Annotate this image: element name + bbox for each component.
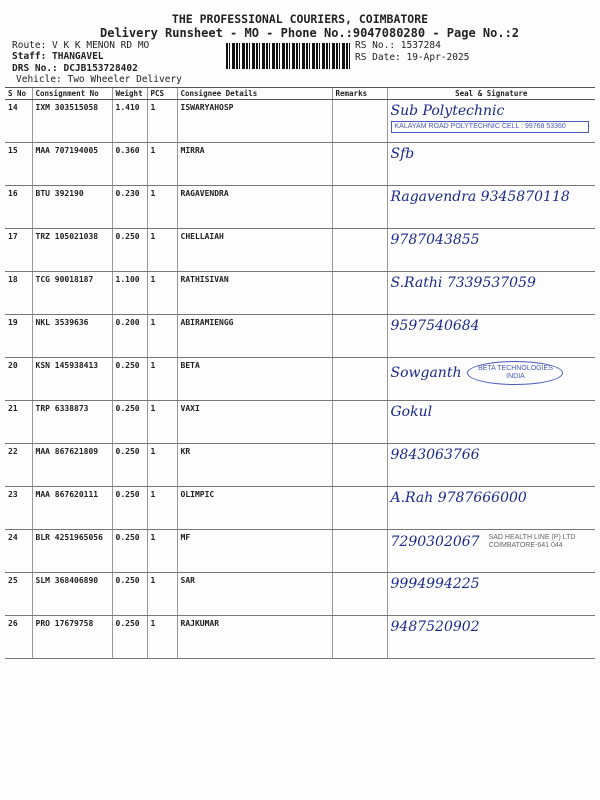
cell-sno: 21 bbox=[5, 401, 32, 444]
signature-area bbox=[391, 146, 593, 162]
signature-area bbox=[391, 103, 593, 133]
cell-weight: 0.250 bbox=[112, 530, 147, 573]
cell-weight: 0.250 bbox=[112, 401, 147, 444]
cell-signature bbox=[387, 358, 595, 401]
cell-consignment-no: NKL 3539636 bbox=[32, 315, 112, 358]
cell-consignment-no: IXM 303515058 bbox=[32, 100, 112, 143]
cell-weight: 0.230 bbox=[112, 186, 147, 229]
cell-remarks bbox=[332, 143, 387, 186]
cell-pcs: 1 bbox=[147, 401, 177, 444]
signature-area bbox=[391, 189, 593, 205]
rs-date: RS Date: 19-Apr-2025 bbox=[355, 52, 470, 63]
cell-pcs: 1 bbox=[147, 100, 177, 143]
cell-consignee: RAGAVENDRA bbox=[177, 186, 332, 229]
cell-remarks bbox=[332, 444, 387, 487]
cell-pcs: 1 bbox=[147, 272, 177, 315]
cell-consignment-no: MAA 867621809 bbox=[32, 444, 112, 487]
cell-sno: 19 bbox=[5, 315, 32, 358]
handwritten-signature: Sfb bbox=[390, 146, 415, 162]
cell-remarks bbox=[332, 401, 387, 444]
cell-sno: 24 bbox=[5, 530, 32, 573]
cell-pcs: 1 bbox=[147, 186, 177, 229]
cell-weight: 1.410 bbox=[112, 100, 147, 143]
cell-pcs: 1 bbox=[147, 573, 177, 616]
handwritten-signature: 7290302067 bbox=[390, 534, 480, 551]
cell-consignment-no: TRP 6338873 bbox=[32, 401, 112, 444]
table-row bbox=[5, 487, 595, 530]
table-row bbox=[5, 401, 595, 444]
runsheet-table bbox=[5, 87, 595, 659]
cell-pcs: 1 bbox=[147, 143, 177, 186]
col-consignment: Consignment No bbox=[32, 88, 112, 100]
cell-consignment-no: SLM 368406890 bbox=[32, 573, 112, 616]
table-row bbox=[5, 100, 595, 143]
handwritten-signature: Ragavendra 9345870118 bbox=[390, 189, 570, 205]
cell-weight: 0.250 bbox=[112, 573, 147, 616]
cell-pcs: 1 bbox=[147, 229, 177, 272]
cell-signature bbox=[387, 573, 595, 616]
stamp-sad: SAD HEALTH LINE (P) LTD COIMBATORE-641 044 bbox=[488, 534, 576, 550]
cell-consignee: SAR bbox=[177, 573, 332, 616]
cell-consignee: MF bbox=[177, 530, 332, 573]
handwritten-signature: Gokul bbox=[390, 404, 433, 420]
cell-pcs: 1 bbox=[147, 487, 177, 530]
cell-remarks bbox=[332, 616, 387, 659]
cell-signature bbox=[387, 100, 595, 143]
col-remarks: Remarks bbox=[332, 88, 387, 100]
stamp-beta: BETA TECHNOLOGIES INDIA bbox=[467, 361, 563, 385]
cell-weight: 0.250 bbox=[112, 229, 147, 272]
cell-sno: 22 bbox=[5, 444, 32, 487]
handwritten-signature: 9487520902 bbox=[390, 619, 480, 635]
cell-consignee: OLIMPIC bbox=[177, 487, 332, 530]
cell-consignment-no: BLR 4251965056 bbox=[32, 530, 112, 573]
col-consignee: Consignee Details bbox=[177, 88, 332, 100]
cell-consignee: MIRRA bbox=[177, 143, 332, 186]
col-sno: S No bbox=[5, 88, 32, 100]
handwritten-signature: Sowganth bbox=[390, 365, 462, 382]
vehicle: Vehicle: Two Wheeler Delivery bbox=[16, 74, 182, 85]
cell-consignee: KR bbox=[177, 444, 332, 487]
cell-signature bbox=[387, 401, 595, 444]
cell-remarks bbox=[332, 487, 387, 530]
table-row bbox=[5, 229, 595, 272]
signature-area bbox=[391, 275, 593, 291]
table-row bbox=[5, 616, 595, 659]
route: Route: V K K MENON RD MO bbox=[12, 40, 150, 51]
handwritten-signature: A.Rah 9787666000 bbox=[390, 490, 527, 506]
cell-consignee: ABIRAMIENGG bbox=[177, 315, 332, 358]
cell-sno: 17 bbox=[5, 229, 32, 272]
signature-area bbox=[391, 490, 593, 506]
cell-remarks bbox=[332, 315, 387, 358]
cell-weight: 0.250 bbox=[112, 358, 147, 401]
handwritten-signature: Sub Polytechnic bbox=[390, 103, 505, 119]
cell-signature bbox=[387, 229, 595, 272]
cell-remarks bbox=[332, 530, 387, 573]
cell-consignment-no: MAA 707194005 bbox=[32, 143, 112, 186]
table-row bbox=[5, 358, 595, 401]
cell-sno: 25 bbox=[5, 573, 32, 616]
cell-sno: 18 bbox=[5, 272, 32, 315]
cell-signature bbox=[387, 530, 595, 573]
signature-area bbox=[391, 447, 593, 463]
cell-consignment-no: PRO 17679758 bbox=[32, 616, 112, 659]
cell-weight: 0.250 bbox=[112, 487, 147, 530]
cell-pcs: 1 bbox=[147, 530, 177, 573]
signature-area bbox=[391, 533, 593, 551]
cell-remarks bbox=[332, 358, 387, 401]
handwritten-signature: 9597540684 bbox=[390, 318, 480, 334]
cell-sno: 15 bbox=[5, 143, 32, 186]
cell-pcs: 1 bbox=[147, 444, 177, 487]
cell-pcs: 1 bbox=[147, 358, 177, 401]
cell-pcs: 1 bbox=[147, 616, 177, 659]
cell-remarks bbox=[332, 229, 387, 272]
cell-consignee: CHELLAIAH bbox=[177, 229, 332, 272]
cell-signature bbox=[387, 186, 595, 229]
table-row bbox=[5, 573, 595, 616]
table-row bbox=[5, 315, 595, 358]
table-row bbox=[5, 186, 595, 229]
cell-consignee: BETA bbox=[177, 358, 332, 401]
cell-signature bbox=[387, 487, 595, 530]
col-weight: Weight bbox=[112, 88, 147, 100]
cell-signature bbox=[387, 143, 595, 186]
signature-area bbox=[391, 361, 593, 385]
cell-consignee: ISWARYAHOSP bbox=[177, 100, 332, 143]
table-row bbox=[5, 444, 595, 487]
cell-remarks bbox=[332, 272, 387, 315]
stamp-polytechnic: KALAYAM ROAD POLYTECHNIC CELL : 99768 53360 bbox=[391, 121, 589, 133]
cell-consignee: RAJKUMAR bbox=[177, 616, 332, 659]
cell-consignee: VAXI bbox=[177, 401, 332, 444]
cell-signature bbox=[387, 616, 595, 659]
cell-sno: 26 bbox=[5, 616, 32, 659]
cell-weight: 0.360 bbox=[112, 143, 147, 186]
handwritten-signature: 9994994225 bbox=[390, 576, 480, 592]
cell-remarks bbox=[332, 573, 387, 616]
company-title: THE PROFESSIONAL COURIERS, COIMBATORE bbox=[171, 12, 429, 26]
cell-weight: 0.250 bbox=[112, 444, 147, 487]
handwritten-signature: 9843063766 bbox=[390, 447, 480, 463]
signature-area bbox=[391, 318, 593, 334]
cell-sno: 16 bbox=[5, 186, 32, 229]
handwritten-signature: 9787043855 bbox=[390, 232, 480, 248]
cell-remarks bbox=[332, 100, 387, 143]
signature-area bbox=[391, 232, 593, 248]
cell-signature bbox=[387, 272, 595, 315]
runsheet-subtitle: Delivery Runsheet - MO - Phone No.:9047080280 - Page No.:2 bbox=[100, 26, 520, 40]
col-signature: Seal & Signature bbox=[387, 88, 595, 100]
cell-pcs: 1 bbox=[147, 315, 177, 358]
table-row bbox=[5, 143, 595, 186]
cell-consignment-no: KSN 145938413 bbox=[32, 358, 112, 401]
cell-sno: 14 bbox=[5, 100, 32, 143]
table-row bbox=[5, 530, 595, 573]
cell-signature bbox=[387, 444, 595, 487]
cell-consignment-no: TCG 90018187 bbox=[32, 272, 112, 315]
table-row bbox=[5, 272, 595, 315]
signature-area bbox=[391, 404, 593, 420]
cell-weight: 1.100 bbox=[112, 272, 147, 315]
signature-area bbox=[391, 576, 593, 592]
cell-sno: 20 bbox=[5, 358, 32, 401]
col-pcs: PCS bbox=[147, 88, 177, 100]
cell-consignment-no: TRZ 105021038 bbox=[32, 229, 112, 272]
cell-sno: 23 bbox=[5, 487, 32, 530]
cell-consignment-no: MAA 867620111 bbox=[32, 487, 112, 530]
cell-signature bbox=[387, 315, 595, 358]
staff: Staff: THANGAVEL bbox=[12, 51, 104, 62]
cell-remarks bbox=[332, 186, 387, 229]
cell-consignee: RATHISIVAN bbox=[177, 272, 332, 315]
cell-weight: 0.200 bbox=[112, 315, 147, 358]
barcode bbox=[226, 43, 352, 69]
drs-no: DRS No.: DCJB153728402 bbox=[12, 63, 138, 74]
signature-area bbox=[391, 619, 593, 635]
rs-no: RS No.: 1537284 bbox=[355, 40, 441, 51]
handwritten-signature: S.Rathi 7339537059 bbox=[390, 275, 536, 291]
cell-consignment-no: BTU 392190 bbox=[32, 186, 112, 229]
cell-weight: 0.250 bbox=[112, 616, 147, 659]
